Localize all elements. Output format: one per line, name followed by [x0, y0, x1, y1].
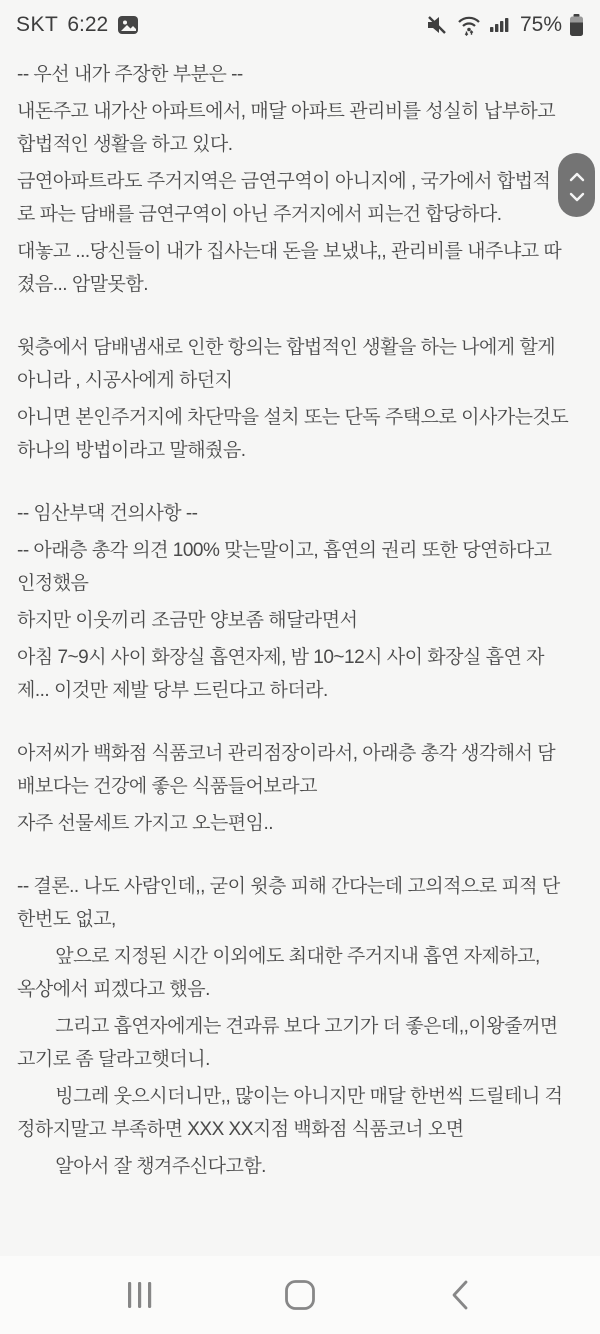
paragraph	[17, 165, 583, 231]
text-line: 인정했음	[17, 573, 89, 594]
back-button[interactable]	[400, 1256, 520, 1334]
paragraph	[17, 737, 583, 803]
paragraph	[17, 58, 583, 91]
text-line: 아침 7~9시 사이 화장실 흡연자제, 밤 10~12시 사이 화장실 흡연 자	[17, 647, 544, 668]
text-line: 고기로 좀 달라고햇더니.	[17, 1049, 210, 1070]
text-line: 하나의 방법이라고 말해줬음.	[17, 440, 246, 461]
text-line: 배보다는 건강에 좋은 식품들어보라고	[17, 776, 318, 797]
scroll-down-button[interactable]	[569, 190, 585, 200]
paragraph	[17, 870, 583, 936]
navigation-bar	[0, 1256, 600, 1334]
recents-button[interactable]	[80, 1256, 200, 1334]
text-line: -- 임산부댁 건의사항 --	[17, 503, 198, 524]
quick-scroll-control[interactable]	[558, 153, 595, 217]
text-line: 한번도 없고,	[17, 909, 116, 930]
battery-percent: 75%	[519, 13, 562, 36]
text-line: 아니라 , 시공사에게 하던지	[17, 370, 233, 391]
text-line: 합법적인 생활을 하고 있다.	[17, 134, 233, 155]
paragraph	[17, 497, 583, 530]
paragraph	[17, 235, 583, 301]
text-line: 로 파는 담배를 금연구역이 아닌 주거지에서 피는건 합당하다.	[17, 204, 502, 225]
battery-icon	[569, 13, 584, 37]
recents-icon	[127, 1281, 153, 1309]
status-bar	[0, 0, 600, 50]
back-icon	[451, 1280, 469, 1310]
carrier-label: SKT	[16, 13, 59, 36]
status-bar-right	[425, 13, 584, 37]
clock: 6:22	[67, 13, 109, 36]
text-line: 알아서 잘 챙겨주신다고함.	[17, 1156, 266, 1177]
text-line: 그리고 흡연자에게는 견과류 보다 고기가 더 좋은데,,이왕줄꺼면	[17, 1016, 558, 1037]
status-bar-left	[16, 13, 139, 37]
chevron-up-icon	[569, 172, 585, 182]
paragraph	[17, 807, 583, 840]
paragraph	[17, 641, 583, 707]
scroll-up-button[interactable]	[569, 170, 585, 180]
paragraph	[17, 401, 583, 467]
text-line: 대놓고 ...당신들이 내가 집사는대 돈을 보냈냐,, 관리비를 내주냐고 따	[17, 241, 562, 262]
paragraph	[17, 604, 583, 637]
paragraph	[17, 940, 583, 1006]
text-line: 앞으로 지정된 시간 이외에도 최대한 주거지내 흡연 자제하고,	[17, 946, 540, 967]
text-line: 아저씨가 백화점 식품코너 관리점장이라서, 아래층 총각 생각해서 담	[17, 743, 556, 764]
text-line: 자주 선물세트 가지고 오는편임..	[17, 813, 273, 834]
mute-icon	[425, 14, 449, 36]
paragraph	[17, 331, 583, 397]
text-line: 졌음... 암말못함.	[17, 274, 149, 295]
text-line: 내돈주고 내가산 아파트에서, 매달 아파트 관리비를 성실히 납부하고	[17, 101, 556, 122]
text-line: 금연아파트라도 주거지역은 금연구역이 아니지에 , 국가에서 합법적	[17, 171, 551, 192]
paragraph	[17, 1010, 583, 1076]
text-line: 하지만 이웃끼리 조금만 양보좀 해달라면서	[17, 610, 358, 631]
home-button[interactable]	[240, 1256, 360, 1334]
image-thumbnail-icon	[117, 14, 139, 36]
text-line: 아니면 본인주거지에 차단막을 설치 또는 단독 주택으로 이사가는것도	[17, 407, 569, 428]
text-line: 옥상에서 피겠다고 했음.	[17, 979, 210, 1000]
paragraph	[17, 95, 583, 161]
paragraph	[17, 1150, 583, 1183]
post-content[interactable]	[0, 50, 600, 1256]
text-line: -- 우선 내가 주장한 부분은 --	[17, 64, 243, 85]
home-icon	[284, 1279, 316, 1311]
signal-strength-icon	[489, 14, 511, 36]
text-line: 빙그레 웃으시더니만,, 많이는 아니지만 매달 한번씩 드릴테니 걱	[17, 1086, 563, 1107]
text-line: -- 아래층 총각 의견 100% 맞는말이고, 흡연의 권리 또한 당연하다고	[17, 540, 552, 561]
text-line: 정하지말고 부족하면 XXX XX지점 백화점 식품코너 오면	[17, 1119, 464, 1140]
text-line: 윗층에서 담배냄새로 인한 항의는 합법적인 생활을 하는 나에게 할게	[17, 337, 556, 358]
paragraph	[17, 1080, 583, 1146]
text-line: 제... 이것만 제발 당부 드린다고 하더라.	[17, 680, 328, 701]
text-line: -- 결론.. 나도 사람인데,, 굳이 윗층 피해 간다는데 고의적으로 피적 단	[17, 876, 560, 897]
wifi-icon	[456, 14, 482, 36]
chevron-down-icon	[569, 192, 585, 202]
paragraph	[17, 534, 583, 600]
